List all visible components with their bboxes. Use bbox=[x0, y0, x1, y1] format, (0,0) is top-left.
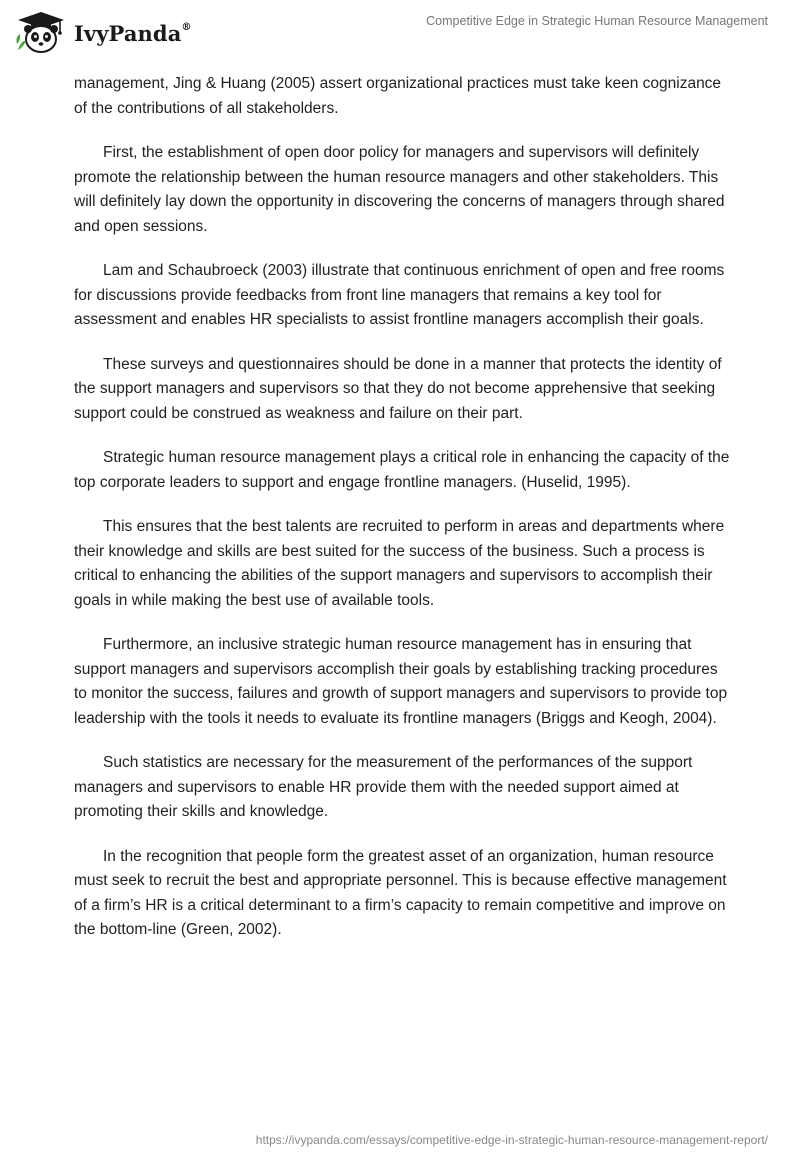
document-title: Competitive Edge in Strategic Human Resource Management bbox=[426, 14, 768, 28]
panda-graduate-icon bbox=[14, 10, 68, 54]
paragraph: management, Jing & Huang (2005) assert organizational practices must take keen cognizance of the contributions of all stakeholders. bbox=[74, 75, 722, 117]
paragraph: Lam and Schaubroeck (2003) illustrate that continuous enrichment of open and free rooms for discussions provide feedbacks from front line managers that remains a key tool for assessment and enables HR specialists to assist frontline managers accomplish their goals. bbox=[74, 262, 725, 328]
paragraph: First, the establishment of open door policy for managers and supervisors will definitely promote the relationship between the human resource managers and other stakeholders. This will definitely lay down the opportunity in discovering the concerns of managers through shared and open sessions. bbox=[74, 144, 725, 235]
registered-mark: ® bbox=[181, 21, 192, 33]
page-header bbox=[0, 0, 800, 62]
paragraph: Furthermore, an inclusive strategic human resource management has in ensuring that support managers and supervisors accomplish their goals by establishing tracking procedures to monitor the success, failures and growth of support managers and supervisors to provide top leadership with the tools it needs to evaluate its frontline managers (Briggs and Keogh, 2004). bbox=[74, 636, 728, 727]
source-url[interactable]: https://ivypanda.com/essays/competitive-edge-in-strategic-human-resource-management-report/ bbox=[255, 1133, 768, 1147]
ivypanda-logo[interactable] bbox=[14, 10, 192, 54]
paragraph: Strategic human resource management plays a critical role in enhancing the capacity of the top corporate leaders to support and engage frontline managers. (Huselid, 1995). bbox=[74, 449, 730, 491]
essay-body bbox=[74, 72, 734, 963]
paragraph: These surveys and questionnaires should be done in a manner that protects the identity of the support managers and supervisors so that they do not become apprehensive that seeking support could be construed as weakness and failure on their part. bbox=[74, 355, 722, 422]
paragraph: This ensures that the best talents are recruited to perform in areas and departments where their knowledge and skills are best suited for the success of the business. Such a process is critical to enhancing the abilities of the support managers and supervisors to accomplish their goals in while making the best use of available tools. bbox=[74, 518, 725, 609]
paragraph: Such statistics are necessary for the measurement of the performances of the support managers and supervisors to enable HR provide them with the needed support aimed at promoting their skills and knowledge. bbox=[74, 754, 693, 820]
logo-wordmark: IvyPanda bbox=[74, 20, 182, 46]
paragraph: In the recognition that people form the greatest asset of an organization, human resource must seek to recruit the best and appropriate personnel. This is because effective management of a firm’s HR is a critical determinant to a firm’s capacity to remain competitive and improve on the bottom-line (Green, 2002). bbox=[74, 847, 727, 938]
